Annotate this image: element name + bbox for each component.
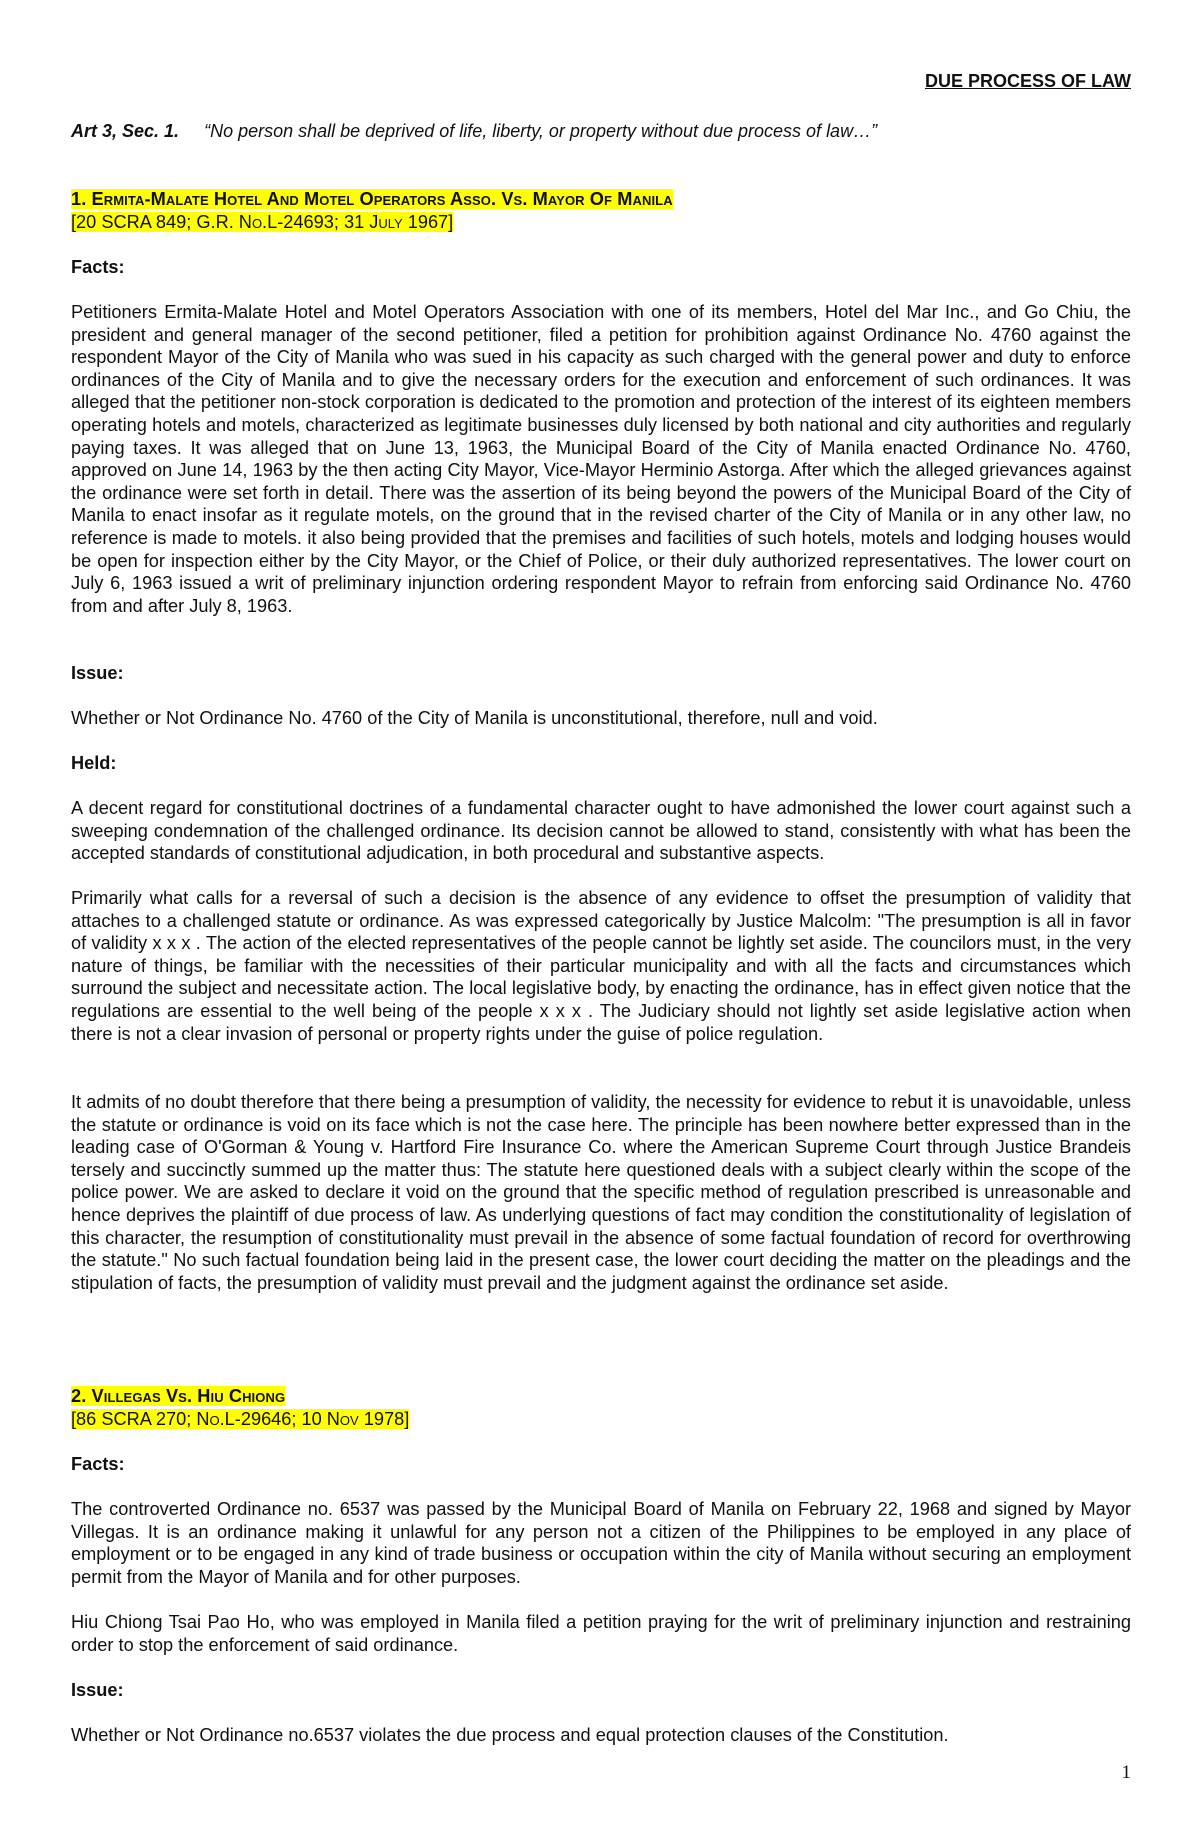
- case-1-facts-paragraph: Petitioners Ermita-Malate Hotel and Motel Operators Association with one of its members, Hotel del Mar Inc., and Go Chiu, the president and general manager of the second petitioner, filed a petition for prohibition against Ordinance No. 4760 against the respondent Mayor of the City of Manila who was sued in his capacity as such charged with the general power and duty to enforce ordinances of the City of Manila and to give the necessary orders for the execution and enforcement of such ordinances. It was alleged that the petitioner non-stock corporation is dedicated to the promotion and protection of the interest of its eighteen members operating hotels and motels, characterized as legitimate businesses duly licensed by both national and city authorities and regularly paying taxes. It was alleged that on June 13, 1963, the Municipal Board of the City of Manila enacted Ordinance No. 4760, approved on June 14, 1963 by the then acting City Mayor, Vice-Mayor Herminio Astorga. After which the alleged grievances against the ordinance were set forth in detail. There was the assertion of its being beyond the powers of the Municipal Board of the City of Manila to enact insofar as it regulate motels, on the ground that in the revised charter of the City of Manila or in any other law, no reference is made to motels. it also being provided that the premises and facilities of such hotels, motels and lodging houses would be open for inspection either by the City Mayor, or the Chief of Police, or their duly authorized representatives. The lower court on July 6, 1963 issued a writ of preliminary injunction ordering respondent Mayor to refrain from enforcing said Ordinance No. 4760 from and after July 8, 1963.: [71, 302, 1131, 616]
- case-2-issue-text: Whether or Not Ordinance no.6537 violates the due process and equal protection clauses of the Constitution.: [71, 1725, 949, 1745]
- case-1-title: 1. Ermita-Malate Hotel And Motel Operators Asso. Vs. Mayor Of Manila: [71, 189, 673, 209]
- article-reference: Art 3, Sec. 1.: [71, 121, 180, 141]
- case-2-facts-label: Facts:: [71, 1454, 125, 1474]
- case-1-held-paragraph-1: A decent regard for constitutional doctrines of a fundamental character ought to have admonished the lower court against such a sweeping condemnation of the challenged ordinance. Its decision cannot be allowed to stand, consistently with what has been the accepted standards of constitutional adjudication, in both procedural and substantive aspects.: [71, 798, 1131, 864]
- case-1-held-label: Held:: [71, 753, 117, 773]
- case-2-facts-paragraph-2: Hiu Chiong Tsai Pao Ho, who was employed in Manila filed a petition praying for the writ of preliminary injunction and restraining order to stop the enforcement of said ordinance.: [71, 1612, 1131, 1655]
- case-2-heading: [71, 1385, 1131, 1430]
- page-number: 1: [1121, 1762, 1131, 1783]
- case-1-issue-text: Whether or Not Ordinance No. 4760 of the City of Manila is unconstitutional, therefore, null and void.: [71, 708, 878, 728]
- page-header: DUE PROCESS OF LAW: [924, 71, 1131, 91]
- case-2-facts-paragraph-1: The controverted Ordinance no. 6537 was passed by the Municipal Board of Manila on February 22, 1968 and signed by Mayor Villegas. It is an ordinance making it unlawful for any person not a citizen of the Philippines to be employed in any place of employment or to be engaged in any kind of trade business or occupation within the city of Manila without securing an employment permit from the Mayor of Manila and for other purposes.: [71, 1499, 1131, 1587]
- case-1-heading: [71, 188, 1131, 233]
- case-2-citation: [86 SCRA 270; No.L-29646; 10 Nov 1978]: [71, 1408, 410, 1429]
- case-2-title: 2. Villegas Vs. Hiu Chiong: [71, 1386, 286, 1406]
- case-2-issue-label: Issue:: [71, 1680, 124, 1700]
- case-1-held-paragraph-3: It admits of no doubt therefore that there being a presumption of validity, the necessity for evidence to rebut it is unavoidable, unless the statute or ordinance is void on its face which is not the case here. The principle has been nowhere better expressed than in the leading case of O'Gorman & Young v. Hartford Fire Insurance Co. where the American Supreme Court through Justice Brandeis tersely and succinctly summed up the matter thus: The statute here questioned deals with a subject clearly within the scope of the police power. We are asked to declare it void on the ground that the specific method of regulation prescribed is unreasonable and hence deprives the plaintiff of due process of law. As underlying questions of fact may condition the constitutionality of legislation of this character, the resumption of constitutionality must prevail in the absence of some factual foundation of record for overthrowing the statute." No such factual foundation being laid in the present case, the lower court deciding the matter on the pleadings and the stipulation of facts, the presumption of validity must prevail and the judgment against the ordinance set aside.: [71, 1092, 1131, 1293]
- case-1-held-paragraph-2: Primarily what calls for a reversal of such a decision is the absence of any evidence to offset the presumption of validity that attaches to a challenged statute or ordinance. As was expressed categorically by Justice Malcolm: "The presumption is all in favor of validity x x x . The action of the elected representatives of the people cannot be lightly set aside. The councilors must, in the very nature of things, be familiar with the necessities of their particular municipality and with all the facts and circumstances which surround the subject and necessitate action. The local legislative body, by enacting the ordinance, has in effect given notice that the regulations are essential to the well being of the people x x x . The Judiciary should not lightly set aside legislative action when there is not a clear invasion of personal or property rights under the guise of police regulation.: [71, 888, 1131, 1044]
- case-1-issue-label: Issue:: [71, 663, 124, 683]
- article-line: [71, 120, 877, 143]
- case-1-facts-label: Facts:: [71, 257, 125, 277]
- case-1-citation: [20 SCRA 849; G.R. No.L-24693; 31 July 1967]: [71, 211, 454, 232]
- article-quote: “No person shall be deprived of life, liberty, or property without due process of law…”: [204, 121, 878, 141]
